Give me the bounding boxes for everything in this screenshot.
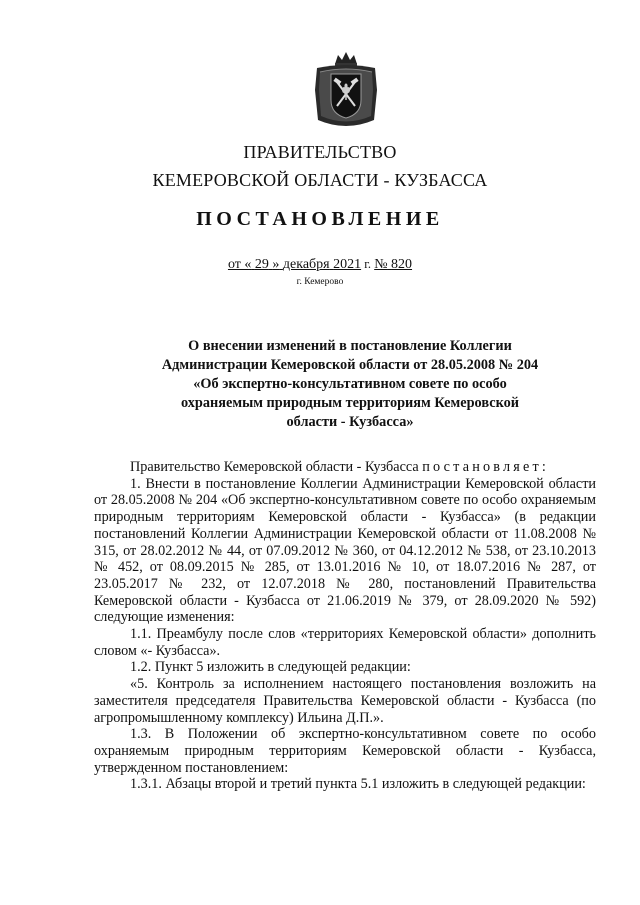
- document-title: О внесении изменений в постановление Коллегии Администрации Кемеровской области от 28.05.2008 № 204 «Об экспертно-консультативном совете по особо охраняемым природным территориям Кемеровской области - Кузбасса»: [161, 338, 539, 430]
- intro-paragraph: [94, 459, 596, 476]
- document-city: г. Кемерово: [296, 277, 344, 287]
- government-title-line1: ПРАВИТЕЛЬСТВО: [243, 142, 397, 162]
- intro-text: Правительство Кемеровской области - Кузбасса: [130, 459, 419, 475]
- date-day-close: »: [272, 257, 280, 272]
- document-type-heading: ПОСТАНОВЛЕНИЕ: [196, 208, 444, 230]
- body-paragraph: «5. Контроль за исполнением настоящего постановления возложить на заместителя председателя Правительства Кемеровской области - Кузбасса (по агропромышленному комплексу) Ильина Д.П.».: [94, 676, 596, 726]
- body-paragraph: 1.2. Пункт 5 изложить в следующей редакции:: [130, 659, 411, 676]
- government-title-line2: КЕМЕРОВСКОЙ ОБЛАСТИ - КУЗБАССА: [152, 170, 488, 190]
- body-paragraph: 1.1. Преамбулу после слов «территориях Кемеровской области» дополнить словом «- Кузбасса».: [94, 626, 596, 659]
- date-month: декабря: [282, 257, 330, 272]
- body-paragraph: 1.3. В Положении об экспертно-консультативном совете по особо охраняемым природным территориям Кемеровской области - Кузбасса, утвержденном постановлением:: [94, 726, 596, 776]
- date-from-label: от «: [227, 257, 252, 272]
- document-number-label: №: [374, 257, 388, 272]
- date-year: 2021: [333, 257, 362, 272]
- date-year-suffix: г.: [364, 257, 372, 271]
- body-paragraph: 1.3.1. Абзацы второй и третий пункта 5.1 изложить в следующей редакции:: [130, 776, 586, 793]
- body-paragraph: 1. Внести в постановление Коллегии Администрации Кемеровской области от 28.05.2008 № 204 «Об экспертно-консультативном совете по особо охраняемым природным территориям Кемеровской области - Кузбасса» (в редакции постановлений Коллегии Администрации Кемеровской области от 11.08.2008 № 315, от 28.02.2012 № 44, от 07.09.2012 № 360, от 04.12.2012 № 538, от 23.10.2013 № 452, от 08.09.2015 № 285, от 13.01.2016 № 10, от 18.07.2016 № 287, от 23.05.2017 № 232, от 12.07.2018 № 280, постановлений Правительства Кемеровской области - Кузбасса от 21.06.2019 № 379, от 28.09.2020 № 592) следующие изменения:: [94, 475, 596, 626]
- document-body: [94, 459, 596, 793]
- document-date-line: [0, 257, 640, 273]
- kuzbass-coat-of-arms-icon: [311, 50, 381, 132]
- date-day: 29: [254, 257, 269, 272]
- document-number: 820: [391, 257, 413, 272]
- intro-verb: постановляет:: [422, 459, 550, 475]
